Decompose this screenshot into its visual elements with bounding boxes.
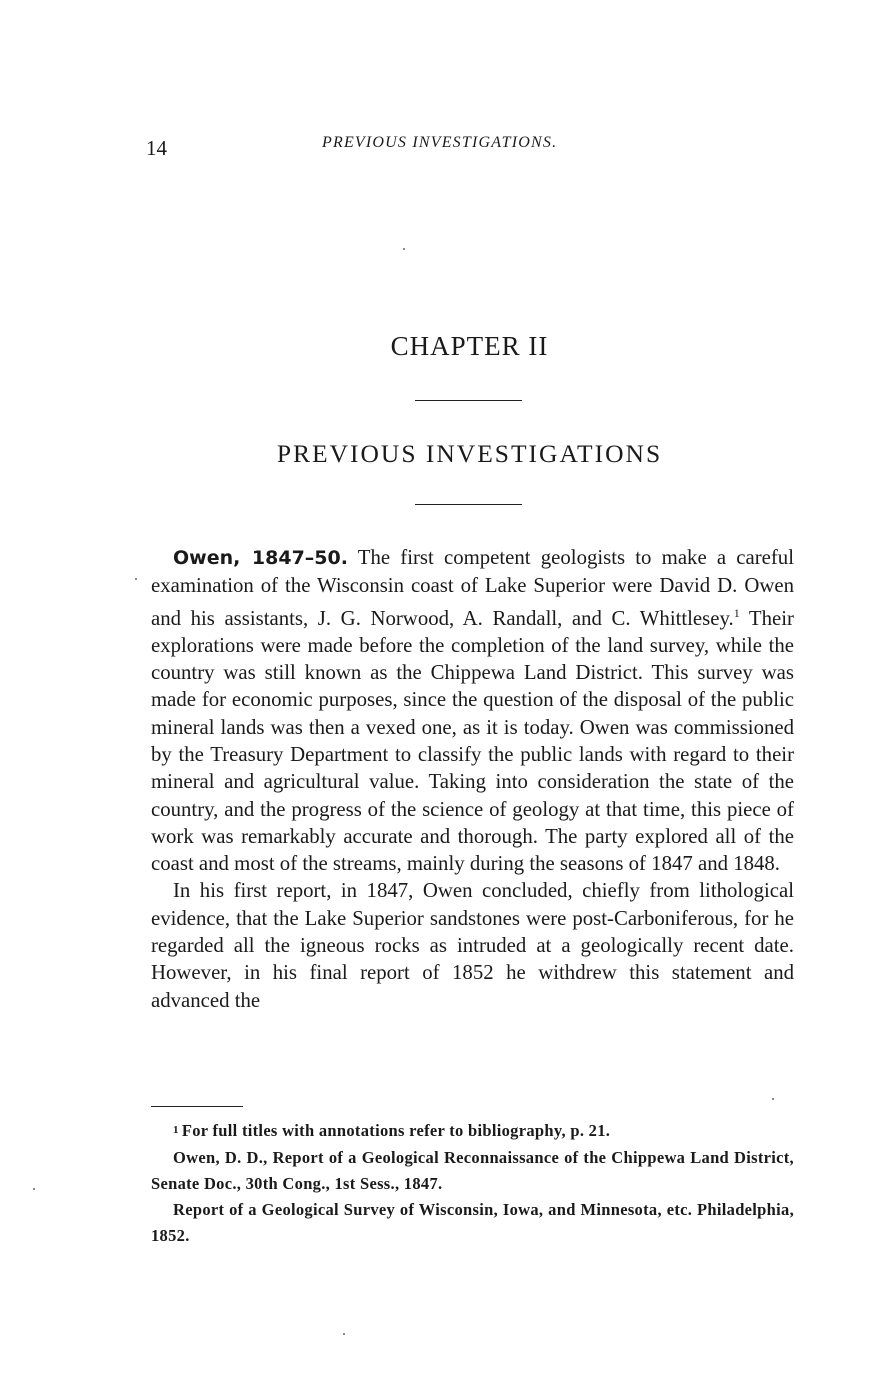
chapter-divider-bottom: [415, 504, 522, 505]
section-title: PREVIOUS INVESTIGATIONS: [276, 439, 663, 468]
page-number: 14: [146, 136, 167, 160]
footnotes: [151, 1118, 794, 1250]
speck: [135, 578, 137, 580]
paragraph-lead: Owen, 1847–50.: [173, 547, 348, 569]
speck: [343, 1333, 345, 1335]
footnote-1: [151, 1118, 794, 1144]
paragraph-first-report: In his first report, in 1847, Owen concluded, chiefly from lithological evidence, that the Lake Superior sandstones were post-Carboniferous, for he regarded all the igneous rocks as intruded at a geologically recent date. However, in his final report of 1852 he withdrew this statement and advanced the: [151, 879, 794, 1012]
paragraph-text: The first competent geologists to make a careful examination of the Wisconsin coast of Lake Superior were David D. Owen and his assistants, J. G. Norwood, A. Randall, and C. Whittlesey.: [151, 546, 794, 630]
paragraph-text-continued: Their explorations were made before the completion of the land survey, while the country was still known as the Chippewa Land District. This survey was made for economic purposes, since the question of the disposal of the public mineral lands was then a vexed one, as it is today. Owen was commissioned by the Treasury Department to classify the public lands with regard to their mineral and agricultural value. Taking into consideration the state of the country, and the progress of the science of geology at that time, this piece of work was remarkably accurate and thorough. The party explored all of the coast and most of the streams, mainly during the seasons of 1847 and 1848.: [151, 606, 794, 876]
footnote-text: For full titles with annotations refer to bibliography, p. 21.: [181, 1121, 611, 1140]
footnote-reference: 1: [733, 605, 740, 620]
speck: [403, 248, 405, 250]
running-head: PREVIOUS INVESTIGATIONS.: [322, 134, 558, 151]
speck: [772, 1098, 774, 1100]
footnote-marker: 1: [173, 1124, 179, 1136]
footnote-3: Report of a Geological Survey of Wisconsin, Iowa, and Minnesota, etc. Philadelphia, 1852.: [151, 1200, 794, 1246]
chapter-title: CHAPTER II: [390, 331, 549, 361]
chapter-divider-top: [415, 400, 522, 401]
speck: [33, 1188, 35, 1190]
footnote-2: Owen, D. D., Report of a Geological Reconnaissance of the Chippewa Land District, Senate Doc., 30th Cong., 1st Sess., 1847.: [151, 1147, 794, 1193]
paragraph-owen: [151, 544, 794, 877]
body-text: [151, 544, 794, 1014]
footnote-divider: [151, 1106, 243, 1107]
